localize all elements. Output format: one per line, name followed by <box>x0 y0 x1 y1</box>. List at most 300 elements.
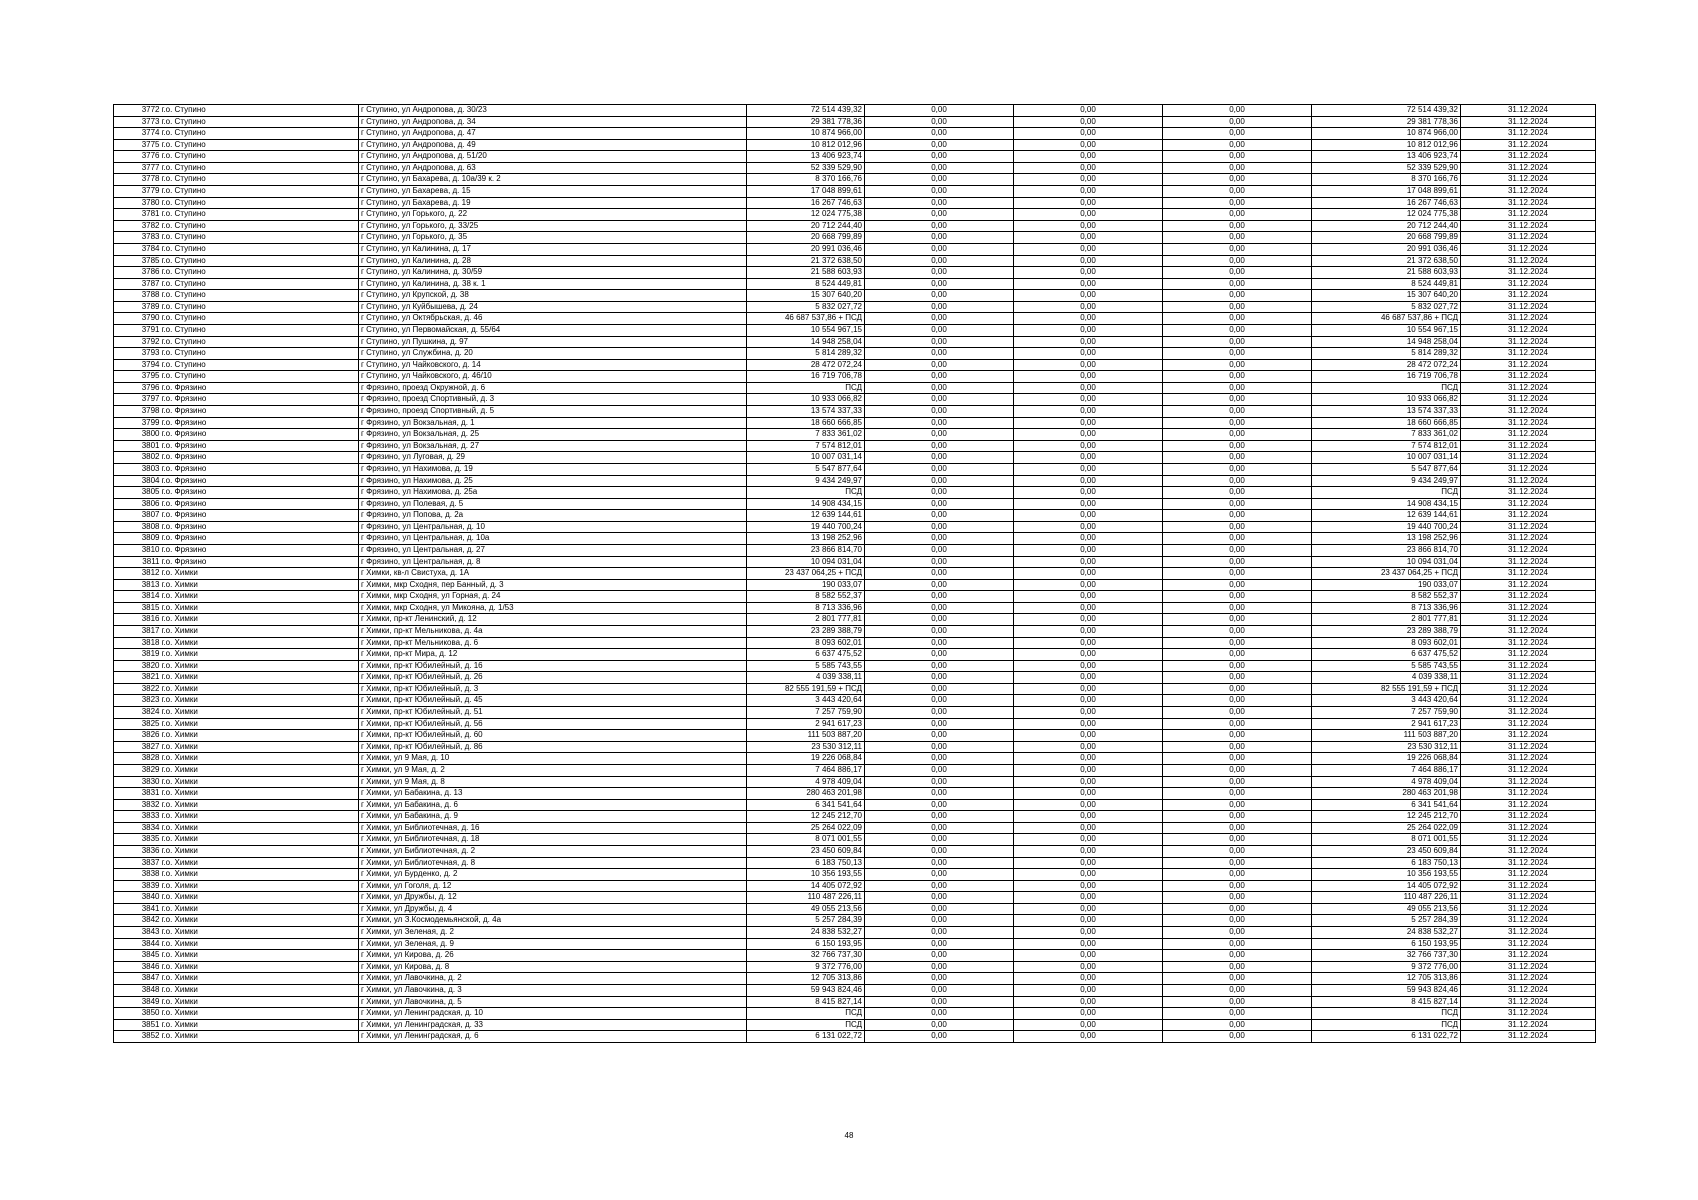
remaining-cost-cell: 12 245 212,70 <box>1312 811 1461 823</box>
row-number-cell: 3831 <box>114 788 161 800</box>
table-row <box>114 452 1596 464</box>
remaining-cost-cell: 8 415 827,14 <box>1312 996 1461 1008</box>
total-cost-cell: 6 183 750,13 <box>747 857 865 869</box>
row-number-cell: 3783 <box>114 232 161 244</box>
value-cell-1: 0,00 <box>865 336 1014 348</box>
municipality-cell: г.о. Химки <box>161 683 359 695</box>
value-cell-1: 0,00 <box>865 406 1014 418</box>
remaining-cost-cell: 15 307 640,20 <box>1312 290 1461 302</box>
municipality-cell: г.о. Химки <box>161 672 359 684</box>
value-cell-3: 0,00 <box>1163 614 1312 626</box>
date-cell: 31.12.2024 <box>1461 741 1596 753</box>
remaining-cost-cell: 10 933 066,82 <box>1312 394 1461 406</box>
total-cost-cell: 8 071 001,55 <box>747 834 865 846</box>
value-cell-3: 0,00 <box>1163 278 1312 290</box>
municipality-cell: г.о. Химки <box>161 614 359 626</box>
value-cell-3: 0,00 <box>1163 626 1312 638</box>
value-cell-2: 0,00 <box>1014 394 1163 406</box>
municipality-cell: г.о. Химки <box>161 869 359 881</box>
remaining-cost-cell: 19 226 068,84 <box>1312 753 1461 765</box>
value-cell-3: 0,00 <box>1163 579 1312 591</box>
value-cell-3: 0,00 <box>1163 834 1312 846</box>
value-cell-3: 0,00 <box>1163 255 1312 267</box>
value-cell-2: 0,00 <box>1014 764 1163 776</box>
value-cell-3: 0,00 <box>1163 336 1312 348</box>
value-cell-2: 0,00 <box>1014 324 1163 336</box>
address-cell: г Химки, ул Библиотечная, д. 16 <box>359 822 747 834</box>
value-cell-3: 0,00 <box>1163 695 1312 707</box>
address-cell: г Ступино, ул Горького, д. 22 <box>359 209 747 221</box>
value-cell-1: 0,00 <box>865 637 1014 649</box>
value-cell-3: 0,00 <box>1163 1019 1312 1031</box>
municipality-cell: г.о. Химки <box>161 892 359 904</box>
row-number-cell: 3816 <box>114 614 161 626</box>
remaining-cost-cell: 13 198 252,96 <box>1312 533 1461 545</box>
date-cell: 31.12.2024 <box>1461 151 1596 163</box>
row-number-cell: 3820 <box>114 660 161 672</box>
row-number-cell: 3792 <box>114 336 161 348</box>
value-cell-2: 0,00 <box>1014 591 1163 603</box>
total-cost-cell: 2 801 777,81 <box>747 614 865 626</box>
value-cell-1: 0,00 <box>865 371 1014 383</box>
value-cell-2: 0,00 <box>1014 950 1163 962</box>
row-number-cell: 3805 <box>114 487 161 499</box>
remaining-cost-cell: 10 554 967,15 <box>1312 324 1461 336</box>
total-cost-cell: 21 372 638,50 <box>747 255 865 267</box>
table-row <box>114 764 1596 776</box>
municipality-cell: г.о. Химки <box>161 984 359 996</box>
value-cell-3: 0,00 <box>1163 591 1312 603</box>
row-number-cell: 3774 <box>114 128 161 140</box>
value-cell-2: 0,00 <box>1014 371 1163 383</box>
municipality-cell: г.о. Ступино <box>161 371 359 383</box>
row-number-cell: 3781 <box>114 209 161 221</box>
table-body <box>114 105 1596 1043</box>
value-cell-1: 0,00 <box>865 348 1014 360</box>
table-row <box>114 278 1596 290</box>
value-cell-2: 0,00 <box>1014 417 1163 429</box>
value-cell-3: 0,00 <box>1163 487 1312 499</box>
date-cell: 31.12.2024 <box>1461 579 1596 591</box>
total-cost-cell: 13 406 923,74 <box>747 151 865 163</box>
value-cell-1: 0,00 <box>865 753 1014 765</box>
value-cell-1: 0,00 <box>865 649 1014 661</box>
date-cell: 31.12.2024 <box>1461 105 1596 117</box>
remaining-cost-cell: ПСД <box>1312 487 1461 499</box>
address-cell: г Ступино, ул Андропова, д. 49 <box>359 139 747 151</box>
row-number-cell: 3775 <box>114 139 161 151</box>
row-number-cell: 3802 <box>114 452 161 464</box>
row-number-cell: 3849 <box>114 996 161 1008</box>
value-cell-2: 0,00 <box>1014 348 1163 360</box>
remaining-cost-cell: 28 472 072,24 <box>1312 359 1461 371</box>
value-cell-2: 0,00 <box>1014 498 1163 510</box>
value-cell-3: 0,00 <box>1163 498 1312 510</box>
table-row <box>114 915 1596 927</box>
date-cell: 31.12.2024 <box>1461 1008 1596 1020</box>
address-cell: г Ступино, ул Крупской, д. 38 <box>359 290 747 302</box>
value-cell-2: 0,00 <box>1014 903 1163 915</box>
value-cell-1: 0,00 <box>865 463 1014 475</box>
remaining-cost-cell: 9 372 776,00 <box>1312 961 1461 973</box>
value-cell-1: 0,00 <box>865 903 1014 915</box>
date-cell: 31.12.2024 <box>1461 880 1596 892</box>
value-cell-1: 0,00 <box>865 232 1014 244</box>
remaining-cost-cell: 2 801 777,81 <box>1312 614 1461 626</box>
value-cell-1: 0,00 <box>865 533 1014 545</box>
municipality-cell: г.о. Ступино <box>161 116 359 128</box>
value-cell-2: 0,00 <box>1014 822 1163 834</box>
remaining-cost-cell: 6 150 193,95 <box>1312 938 1461 950</box>
row-number-cell: 3812 <box>114 568 161 580</box>
table-row <box>114 406 1596 418</box>
municipality-cell: г.о. Химки <box>161 811 359 823</box>
municipality-cell: г.о. Химки <box>161 1031 359 1043</box>
municipality-cell: г.о. Химки <box>161 961 359 973</box>
total-cost-cell: 23 866 814,70 <box>747 544 865 556</box>
total-cost-cell: ПСД <box>747 1019 865 1031</box>
row-number-cell: 3778 <box>114 174 161 186</box>
total-cost-cell: 8 415 827,14 <box>747 996 865 1008</box>
value-cell-1: 0,00 <box>865 741 1014 753</box>
value-cell-1: 0,00 <box>865 961 1014 973</box>
date-cell: 31.12.2024 <box>1461 811 1596 823</box>
total-cost-cell: 59 943 824,46 <box>747 984 865 996</box>
row-number-cell: 3840 <box>114 892 161 904</box>
value-cell-3: 0,00 <box>1163 846 1312 858</box>
table-row <box>114 602 1596 614</box>
remaining-cost-cell: 7 464 886,17 <box>1312 764 1461 776</box>
value-cell-3: 0,00 <box>1163 139 1312 151</box>
value-cell-2: 0,00 <box>1014 753 1163 765</box>
total-cost-cell: 25 264 022,09 <box>747 822 865 834</box>
value-cell-1: 0,00 <box>865 243 1014 255</box>
total-cost-cell: 5 547 877,64 <box>747 463 865 475</box>
row-number-cell: 3779 <box>114 186 161 198</box>
value-cell-2: 0,00 <box>1014 151 1163 163</box>
value-cell-1: 0,00 <box>865 695 1014 707</box>
row-number-cell: 3797 <box>114 394 161 406</box>
municipality-cell: г.о. Химки <box>161 996 359 1008</box>
value-cell-1: 0,00 <box>865 162 1014 174</box>
address-cell: г Фрязино, ул Полевая, д. 5 <box>359 498 747 510</box>
value-cell-3: 0,00 <box>1163 961 1312 973</box>
remaining-cost-cell: 111 503 887,20 <box>1312 730 1461 742</box>
value-cell-1: 0,00 <box>865 301 1014 313</box>
total-cost-cell: 9 434 249,97 <box>747 475 865 487</box>
row-number-cell: 3843 <box>114 927 161 939</box>
municipality-cell: г.о. Ступино <box>161 128 359 140</box>
row-number-cell: 3808 <box>114 521 161 533</box>
date-cell: 31.12.2024 <box>1461 487 1596 499</box>
date-cell: 31.12.2024 <box>1461 174 1596 186</box>
address-cell: г Фрязино, ул Нахимова, д. 25а <box>359 487 747 499</box>
value-cell-3: 0,00 <box>1163 243 1312 255</box>
address-cell: г Фрязино, ул Нахимова, д. 25 <box>359 475 747 487</box>
address-cell: г Фрязино, ул Центральная, д. 27 <box>359 544 747 556</box>
total-cost-cell: 6 131 022,72 <box>747 1031 865 1043</box>
table-row <box>114 348 1596 360</box>
address-cell: г Ступино, ул Горького, д. 33/25 <box>359 220 747 232</box>
value-cell-2: 0,00 <box>1014 359 1163 371</box>
table-row <box>114 267 1596 279</box>
value-cell-2: 0,00 <box>1014 568 1163 580</box>
value-cell-1: 0,00 <box>865 452 1014 464</box>
value-cell-3: 0,00 <box>1163 105 1312 117</box>
value-cell-3: 0,00 <box>1163 950 1312 962</box>
municipality-cell: г.о. Химки <box>161 718 359 730</box>
remaining-cost-cell: ПСД <box>1312 1019 1461 1031</box>
value-cell-3: 0,00 <box>1163 788 1312 800</box>
row-number-cell: 3801 <box>114 440 161 452</box>
row-number-cell: 3800 <box>114 429 161 441</box>
address-cell: г Ступино, ул Андропова, д. 47 <box>359 128 747 140</box>
remaining-cost-cell: 23 530 312,11 <box>1312 741 1461 753</box>
municipality-cell: г.о. Химки <box>161 788 359 800</box>
table-row <box>114 487 1596 499</box>
row-number-cell: 3773 <box>114 116 161 128</box>
date-cell: 31.12.2024 <box>1461 869 1596 881</box>
value-cell-1: 0,00 <box>865 255 1014 267</box>
value-cell-2: 0,00 <box>1014 683 1163 695</box>
total-cost-cell: 6 150 193,95 <box>747 938 865 950</box>
total-cost-cell: 52 339 529,90 <box>747 162 865 174</box>
address-cell: г Химки, ул 9 Мая, д. 2 <box>359 764 747 776</box>
value-cell-3: 0,00 <box>1163 475 1312 487</box>
table-row <box>114 498 1596 510</box>
value-cell-2: 0,00 <box>1014 857 1163 869</box>
table-row <box>114 996 1596 1008</box>
remaining-cost-cell: 5 257 284,39 <box>1312 915 1461 927</box>
value-cell-3: 0,00 <box>1163 927 1312 939</box>
row-number-cell: 3821 <box>114 672 161 684</box>
remaining-cost-cell: 6 183 750,13 <box>1312 857 1461 869</box>
date-cell: 31.12.2024 <box>1461 1031 1596 1043</box>
value-cell-1: 0,00 <box>865 880 1014 892</box>
address-cell: г Химки, ул Ленинградская, д. 10 <box>359 1008 747 1020</box>
row-number-cell: 3841 <box>114 903 161 915</box>
address-cell: г Ступино, ул Бахарева, д. 10а/39 к. 2 <box>359 174 747 186</box>
municipality-cell: г.о. Химки <box>161 822 359 834</box>
row-number-cell: 3796 <box>114 382 161 394</box>
data-table <box>113 104 1596 1043</box>
table-row <box>114 591 1596 603</box>
table-row <box>114 243 1596 255</box>
address-cell: г Химки, ул Лавочкина, д. 5 <box>359 996 747 1008</box>
date-cell: 31.12.2024 <box>1461 139 1596 151</box>
date-cell: 31.12.2024 <box>1461 452 1596 464</box>
value-cell-1: 0,00 <box>865 313 1014 325</box>
table-row <box>114 359 1596 371</box>
value-cell-3: 0,00 <box>1163 660 1312 672</box>
municipality-cell: г.о. Химки <box>161 568 359 580</box>
value-cell-3: 0,00 <box>1163 730 1312 742</box>
row-number-cell: 3806 <box>114 498 161 510</box>
remaining-cost-cell: 6 131 022,72 <box>1312 1031 1461 1043</box>
remaining-cost-cell: 59 943 824,46 <box>1312 984 1461 996</box>
value-cell-2: 0,00 <box>1014 105 1163 117</box>
value-cell-2: 0,00 <box>1014 973 1163 985</box>
address-cell: г Химки, ул Дружбы, д. 12 <box>359 892 747 904</box>
value-cell-1: 0,00 <box>865 822 1014 834</box>
value-cell-2: 0,00 <box>1014 521 1163 533</box>
municipality-cell: г.о. Фрязино <box>161 394 359 406</box>
date-cell: 31.12.2024 <box>1461 591 1596 603</box>
total-cost-cell: 13 198 252,96 <box>747 533 865 545</box>
address-cell: г Ступино, ул Калинина, д. 38 к. 1 <box>359 278 747 290</box>
value-cell-2: 0,00 <box>1014 961 1163 973</box>
total-cost-cell: 8 582 552,37 <box>747 591 865 603</box>
municipality-cell: г.о. Химки <box>161 695 359 707</box>
value-cell-2: 0,00 <box>1014 186 1163 198</box>
address-cell: г Ступино, ул Первомайская, д. 55/64 <box>359 324 747 336</box>
remaining-cost-cell: 23 289 388,79 <box>1312 626 1461 638</box>
date-cell: 31.12.2024 <box>1461 707 1596 719</box>
table-row <box>114 799 1596 811</box>
row-number-cell: 3827 <box>114 741 161 753</box>
value-cell-3: 0,00 <box>1163 938 1312 950</box>
remaining-cost-cell: 6 341 541,64 <box>1312 799 1461 811</box>
table-row <box>114 417 1596 429</box>
table-row <box>114 614 1596 626</box>
value-cell-1: 0,00 <box>865 938 1014 950</box>
address-cell: г Химки, ул Кирова, д. 26 <box>359 950 747 962</box>
date-cell: 31.12.2024 <box>1461 626 1596 638</box>
date-cell: 31.12.2024 <box>1461 336 1596 348</box>
total-cost-cell: 20 668 799,89 <box>747 232 865 244</box>
value-cell-1: 0,00 <box>865 568 1014 580</box>
row-number-cell: 3784 <box>114 243 161 255</box>
value-cell-3: 0,00 <box>1163 186 1312 198</box>
value-cell-3: 0,00 <box>1163 348 1312 360</box>
remaining-cost-cell: 7 574 812,01 <box>1312 440 1461 452</box>
row-number-cell: 3793 <box>114 348 161 360</box>
value-cell-3: 0,00 <box>1163 857 1312 869</box>
value-cell-1: 0,00 <box>865 996 1014 1008</box>
date-cell: 31.12.2024 <box>1461 220 1596 232</box>
date-cell: 31.12.2024 <box>1461 903 1596 915</box>
table-row <box>114 649 1596 661</box>
remaining-cost-cell: 4 039 338,11 <box>1312 672 1461 684</box>
value-cell-1: 0,00 <box>865 220 1014 232</box>
row-number-cell: 3817 <box>114 626 161 638</box>
remaining-cost-cell: 10 874 966,00 <box>1312 128 1461 140</box>
address-cell: г Химки, пр-кт Юбилейный, д. 51 <box>359 707 747 719</box>
value-cell-1: 0,00 <box>865 359 1014 371</box>
value-cell-2: 0,00 <box>1014 915 1163 927</box>
row-number-cell: 3819 <box>114 649 161 661</box>
value-cell-3: 0,00 <box>1163 903 1312 915</box>
address-cell: г Ступино, ул Калинина, д. 28 <box>359 255 747 267</box>
table-row <box>114 174 1596 186</box>
date-cell: 31.12.2024 <box>1461 776 1596 788</box>
date-cell: 31.12.2024 <box>1461 544 1596 556</box>
municipality-cell: г.о. Химки <box>161 973 359 985</box>
remaining-cost-cell: 24 838 532,27 <box>1312 927 1461 939</box>
date-cell: 31.12.2024 <box>1461 614 1596 626</box>
table-row <box>114 105 1596 117</box>
value-cell-2: 0,00 <box>1014 267 1163 279</box>
value-cell-2: 0,00 <box>1014 243 1163 255</box>
row-number-cell: 3850 <box>114 1008 161 1020</box>
value-cell-3: 0,00 <box>1163 359 1312 371</box>
value-cell-1: 0,00 <box>865 186 1014 198</box>
value-cell-3: 0,00 <box>1163 753 1312 765</box>
remaining-cost-cell: 12 705 313,86 <box>1312 973 1461 985</box>
municipality-cell: г.о. Химки <box>161 915 359 927</box>
remaining-cost-cell: 8 524 449,81 <box>1312 278 1461 290</box>
municipality-cell: г.о. Фрязино <box>161 429 359 441</box>
address-cell: г Ступино, ул Андропова, д. 51/20 <box>359 151 747 163</box>
address-cell: г Химки, ул Библиотечная, д. 8 <box>359 857 747 869</box>
table-row <box>114 822 1596 834</box>
remaining-cost-cell: 280 463 201,98 <box>1312 788 1461 800</box>
value-cell-2: 0,00 <box>1014 602 1163 614</box>
table-row <box>114 429 1596 441</box>
row-number-cell: 3772 <box>114 105 161 117</box>
value-cell-1: 0,00 <box>865 290 1014 302</box>
address-cell: г Фрязино, проезд Окружной, д. 6 <box>359 382 747 394</box>
total-cost-cell: 23 289 388,79 <box>747 626 865 638</box>
total-cost-cell: 23 450 609,84 <box>747 846 865 858</box>
value-cell-1: 0,00 <box>865 869 1014 881</box>
address-cell: г Химки, ул З.Космодемьянской, д. 4а <box>359 915 747 927</box>
municipality-cell: г.о. Ступино <box>161 220 359 232</box>
row-number-cell: 3823 <box>114 695 161 707</box>
value-cell-1: 0,00 <box>865 174 1014 186</box>
municipality-cell: г.о. Химки <box>161 834 359 846</box>
row-number-cell: 3788 <box>114 290 161 302</box>
remaining-cost-cell: 3 443 420,64 <box>1312 695 1461 707</box>
value-cell-1: 0,00 <box>865 128 1014 140</box>
value-cell-3: 0,00 <box>1163 382 1312 394</box>
row-number-cell: 3847 <box>114 973 161 985</box>
total-cost-cell: 5 832 027,72 <box>747 301 865 313</box>
row-number-cell: 3813 <box>114 579 161 591</box>
value-cell-3: 0,00 <box>1163 521 1312 533</box>
value-cell-3: 0,00 <box>1163 1031 1312 1043</box>
remaining-cost-cell: 16 267 746,63 <box>1312 197 1461 209</box>
total-cost-cell: 190 033,07 <box>747 579 865 591</box>
value-cell-1: 0,00 <box>865 429 1014 441</box>
address-cell: г Химки, ул Библиотечная, д. 2 <box>359 846 747 858</box>
total-cost-cell: 21 588 603,93 <box>747 267 865 279</box>
value-cell-1: 0,00 <box>865 116 1014 128</box>
date-cell: 31.12.2024 <box>1461 255 1596 267</box>
remaining-cost-cell: 32 766 737,30 <box>1312 950 1461 962</box>
address-cell: г Химки, ул 9 Мая, д. 10 <box>359 753 747 765</box>
date-cell: 31.12.2024 <box>1461 371 1596 383</box>
value-cell-3: 0,00 <box>1163 128 1312 140</box>
date-cell: 31.12.2024 <box>1461 267 1596 279</box>
value-cell-3: 0,00 <box>1163 637 1312 649</box>
value-cell-2: 0,00 <box>1014 927 1163 939</box>
value-cell-2: 0,00 <box>1014 255 1163 267</box>
value-cell-1: 0,00 <box>865 267 1014 279</box>
table-row <box>114 209 1596 221</box>
address-cell: г Ступино, ул Бахарева, д. 15 <box>359 186 747 198</box>
address-cell: г Химки, ул Бабакина, д. 6 <box>359 799 747 811</box>
municipality-cell: г.о. Химки <box>161 602 359 614</box>
date-cell: 31.12.2024 <box>1461 973 1596 985</box>
value-cell-1: 0,00 <box>865 683 1014 695</box>
value-cell-3: 0,00 <box>1163 394 1312 406</box>
municipality-cell: г.о. Ступино <box>161 209 359 221</box>
date-cell: 31.12.2024 <box>1461 996 1596 1008</box>
value-cell-3: 0,00 <box>1163 776 1312 788</box>
total-cost-cell: 5 585 743,55 <box>747 660 865 672</box>
value-cell-1: 0,00 <box>865 498 1014 510</box>
